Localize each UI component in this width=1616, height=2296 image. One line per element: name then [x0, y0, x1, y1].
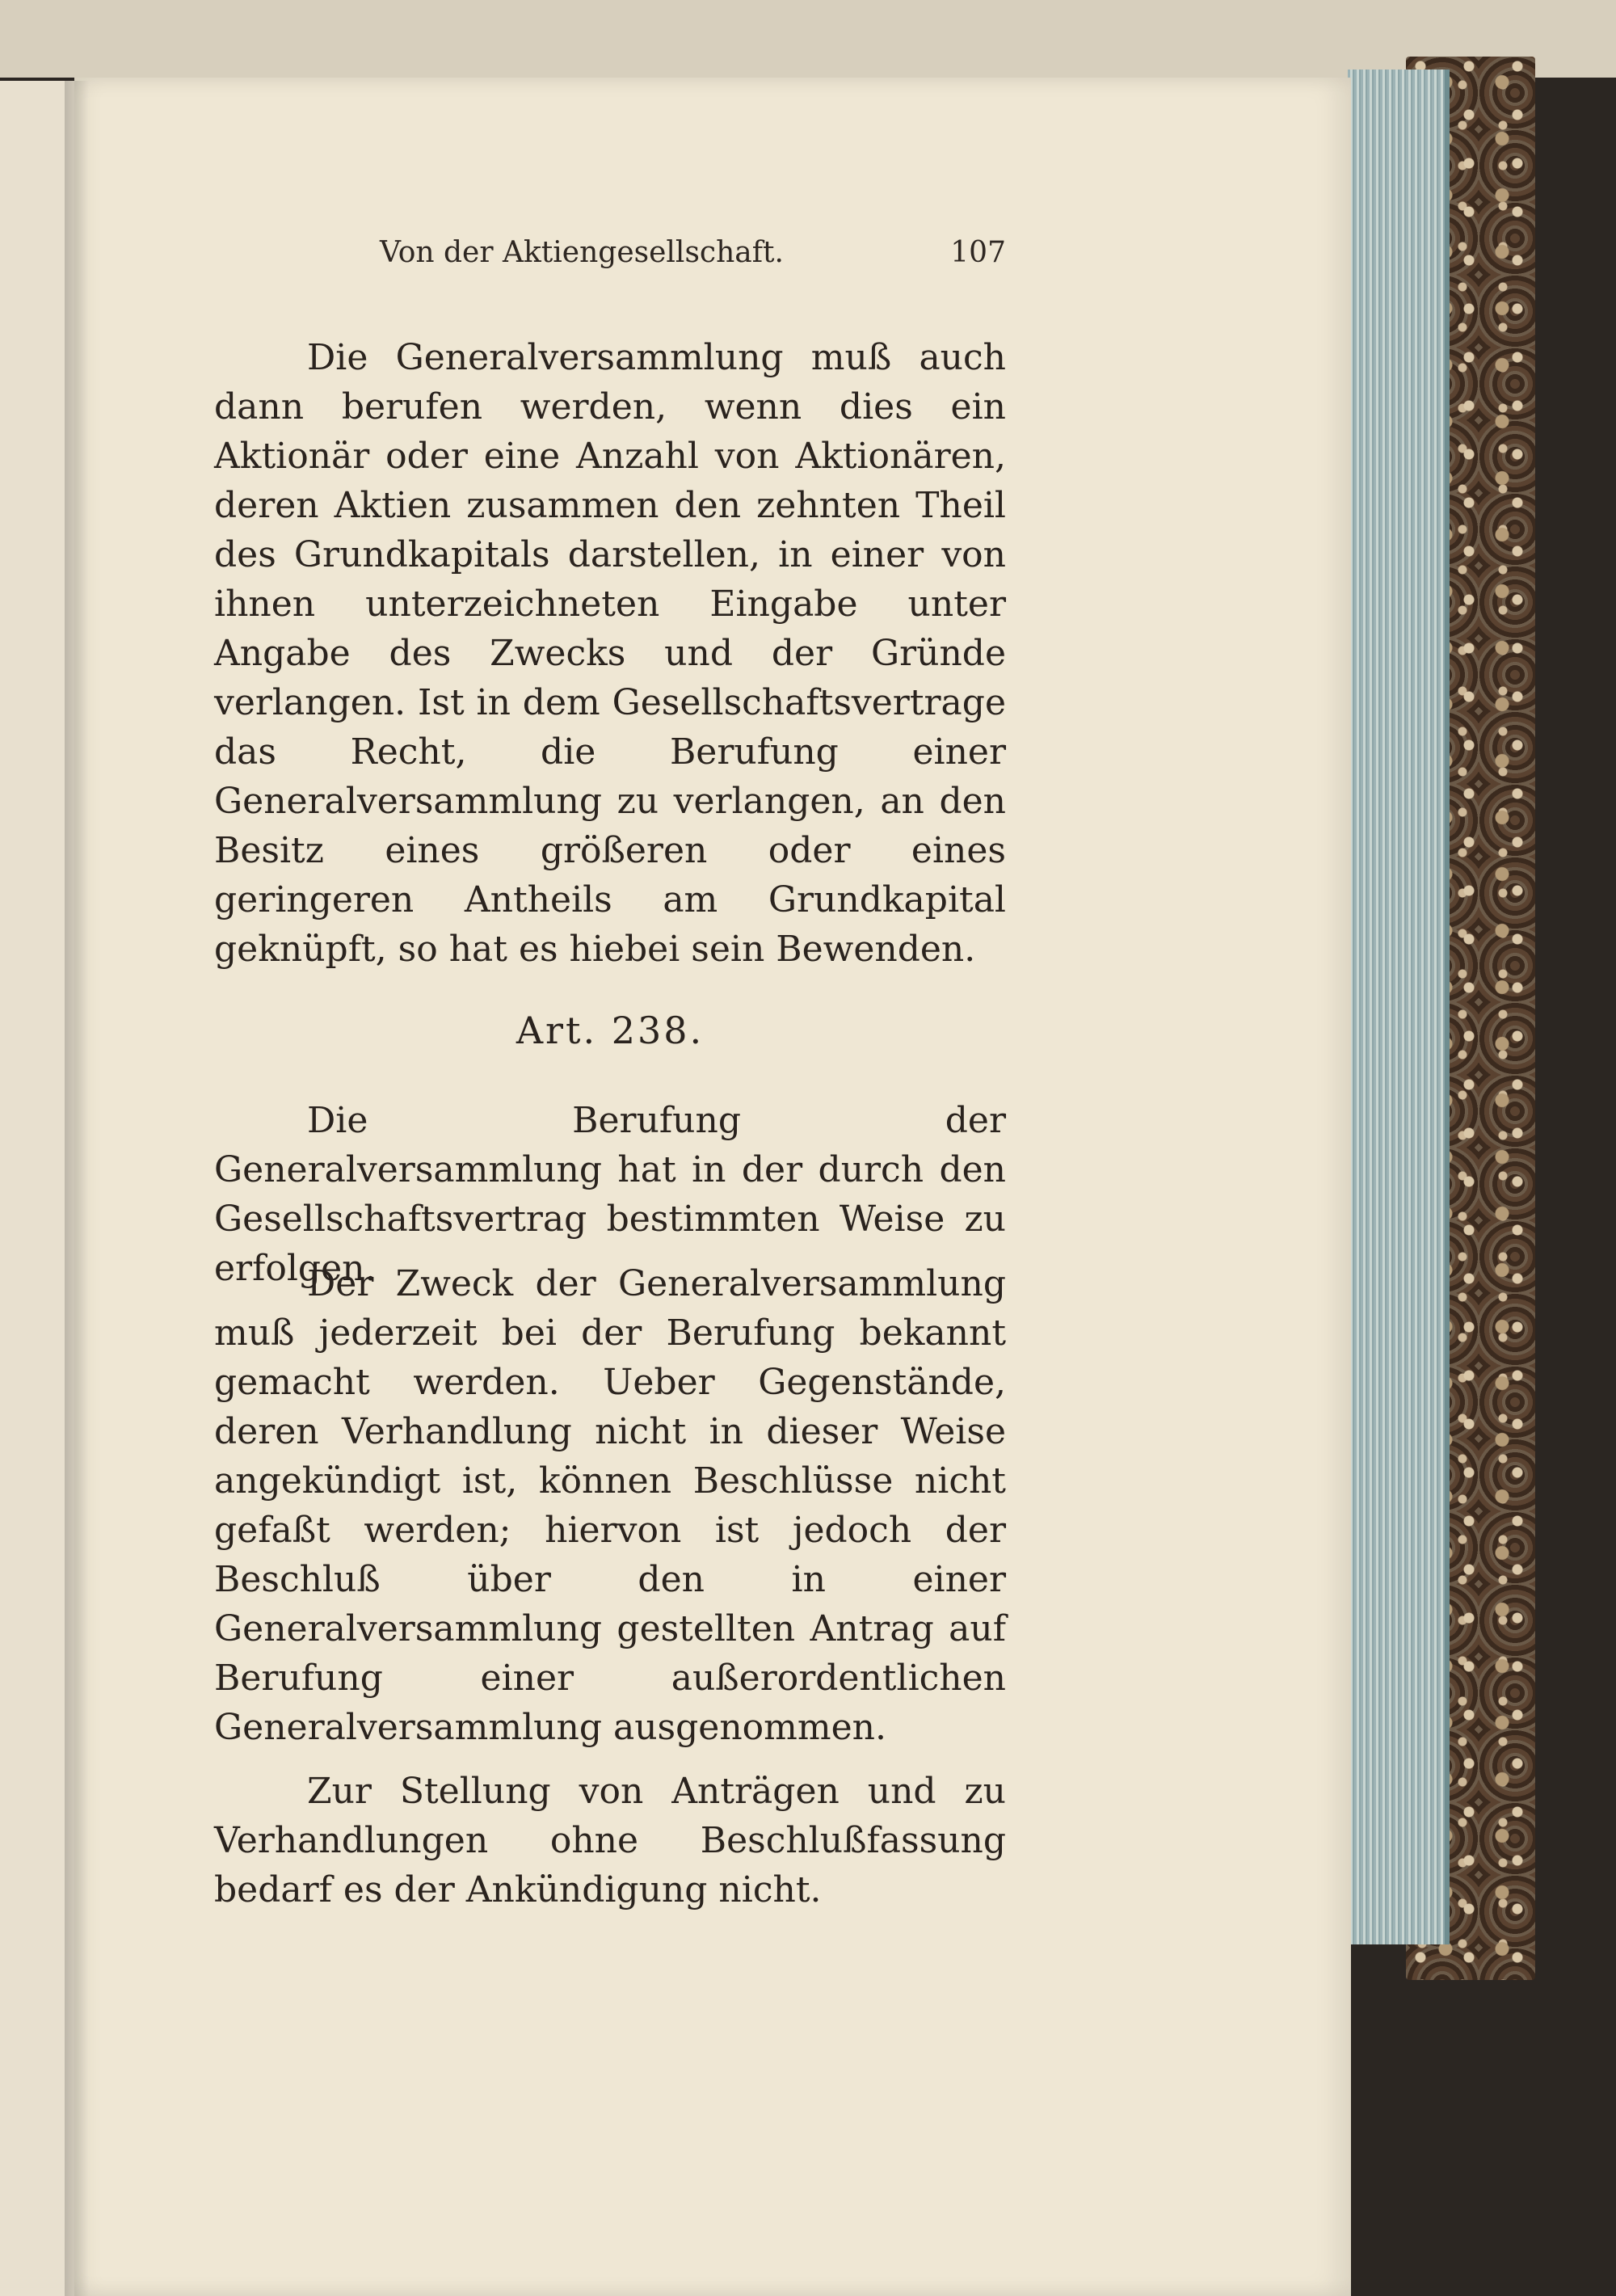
page-edges [1348, 70, 1450, 1944]
paragraph-3: Der Zweck der Generalversammlung muß jederzeit bei der Berufung bekannt gemacht werden. Ueber Gegenstände, deren Verhandlung nicht in dieser Weise angekündigt ist, können Beschlüsse nicht gefaßt werden; hiervon ist jedoch der Beschluß über den in einer Generalversammlung gestellten Antrag auf Berufung einer außerordentlichen Generalversammlung ausgenommen. [214, 1263, 1006, 1748]
page-header [303, 236, 1006, 275]
paragraph-2: Die Berufung der Generalversammlung hat in der durch den Gesellschaftsvertrag bestimmten Weise zu erfolgen. [214, 1100, 1006, 1289]
article-heading: Art. 238. [516, 1009, 705, 1052]
gutter-shadow [65, 81, 89, 2296]
running-head: Von der Aktiengesellschaft. [380, 236, 784, 269]
paragraph-4: Zur Stellung von Anträgen und zu Verhandlungen ohne Beschlußfassung bedarf es der Ankündigung nicht. [214, 1771, 1006, 1911]
page-number: 107 [950, 236, 1006, 269]
paragraph-1: Die Generalversammlung muß auch dann berufen werden, wenn dies ein Aktionär oder eine Anzahl von Aktionären, deren Aktien zusammen den zehnten Theil des Grundkapitals darstellen, in einer von ihnen unterzeichneten Eingabe unter Angabe des Zwecks und der Gründe verlangen. Ist in dem Gesellschaftsvertrage das Recht, die Berufung einer Generalversammlung zu verlangen, an den Besitz eines größeren oder eines geringeren Antheils am Grundkapital geknüpft, so hat es hiebei sein Bewenden. [214, 337, 1006, 970]
scan-background-top [0, 0, 1616, 78]
